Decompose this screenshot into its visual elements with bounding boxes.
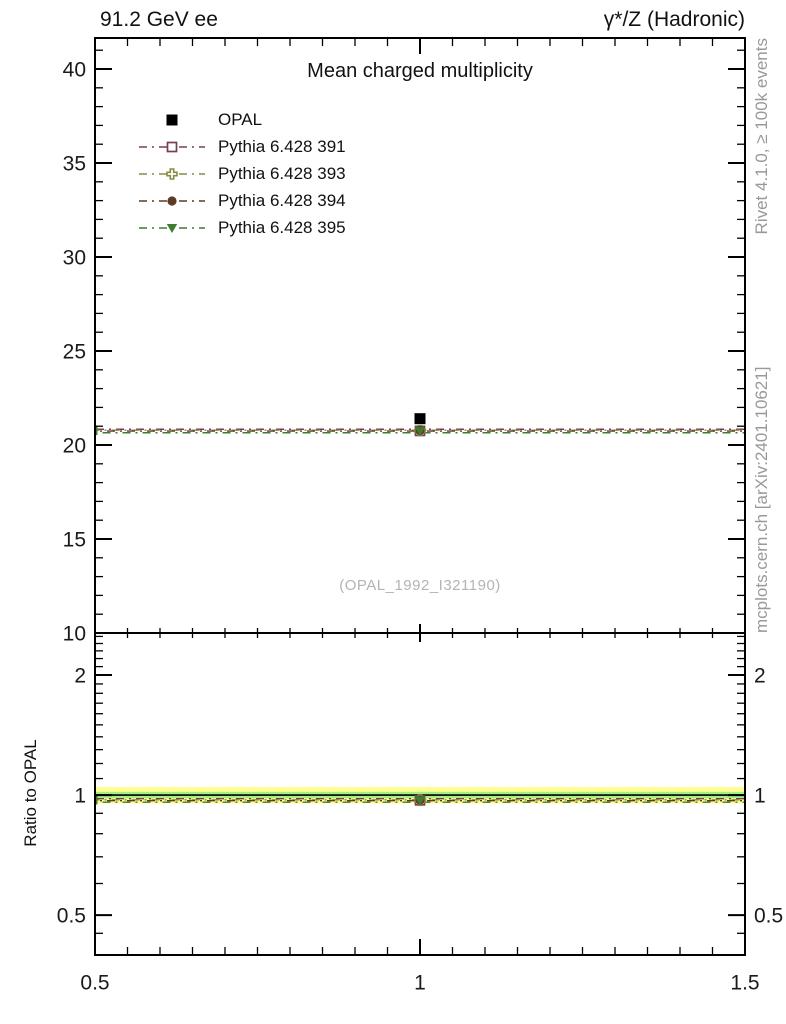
main-y-tick-label: 25 [62,340,86,364]
open-cross-marker-icon [167,169,177,179]
main-y-tick-label: 10 [62,622,86,646]
legend-item [138,160,346,187]
legend-item [138,106,346,133]
legend [138,106,346,241]
filled-triangle-down-marker-icon [167,224,177,233]
legend-marker [138,137,206,157]
x-tick-label: 0.5 [80,971,110,995]
mcplots-citation-note: mcplots.cern.ch [arXiv:2401.10621] [752,366,771,633]
legend-label: Pythia 6.428 395 [218,217,346,237]
legend-marker [138,110,206,130]
plot-title: Mean charged multiplicity [307,60,533,82]
legend-label: OPAL [218,109,263,129]
legend-marker [138,191,206,211]
filled-square-marker-icon [167,114,178,125]
open-square-marker-icon [168,142,177,151]
main-y-tick-label: 40 [62,58,86,82]
legend-marker [138,164,206,184]
ratio-y-tick-label-left: 0.5 [56,904,86,928]
rivet-version-note: Rivet 4.1.0, ≥ 100k events [752,38,771,235]
x-tick-label: 1.5 [730,971,760,995]
main-y-tick-label: 15 [62,528,86,552]
legend-item [138,214,346,241]
legend-item [138,133,346,160]
filled-circle-marker-icon [167,196,176,205]
main-y-tick-label: 35 [62,152,86,176]
analysis-id-watermark: (OPAL_1992_I321190) [339,577,501,594]
x-tick-label: 1 [414,971,426,995]
legend-label: Pythia 6.428 391 [218,136,346,156]
ratio-y-tick-label-right: 1 [754,784,766,808]
beam-energy-label: 91.2 GeV ee [100,8,218,31]
main-y-tick-label: 20 [62,434,86,458]
ratio-y-tick-label-right: 2 [754,664,766,688]
process-label: γ*/Z (Hadronic) [603,8,745,31]
main-y-tick-label: 30 [62,246,86,270]
legend-item [138,187,346,214]
filled-square-marker-icon [415,413,426,424]
ratio-y-tick-label-left: 1 [74,784,86,808]
legend-marker [138,218,206,238]
legend-label: Pythia 6.428 393 [218,163,346,183]
ratio-y-tick-label-right: 0.5 [754,904,784,928]
ratio-axis-label: Ratio to OPAL [21,739,40,847]
legend-label: Pythia 6.428 394 [218,190,346,210]
ratio-y-tick-label-left: 2 [74,664,86,688]
